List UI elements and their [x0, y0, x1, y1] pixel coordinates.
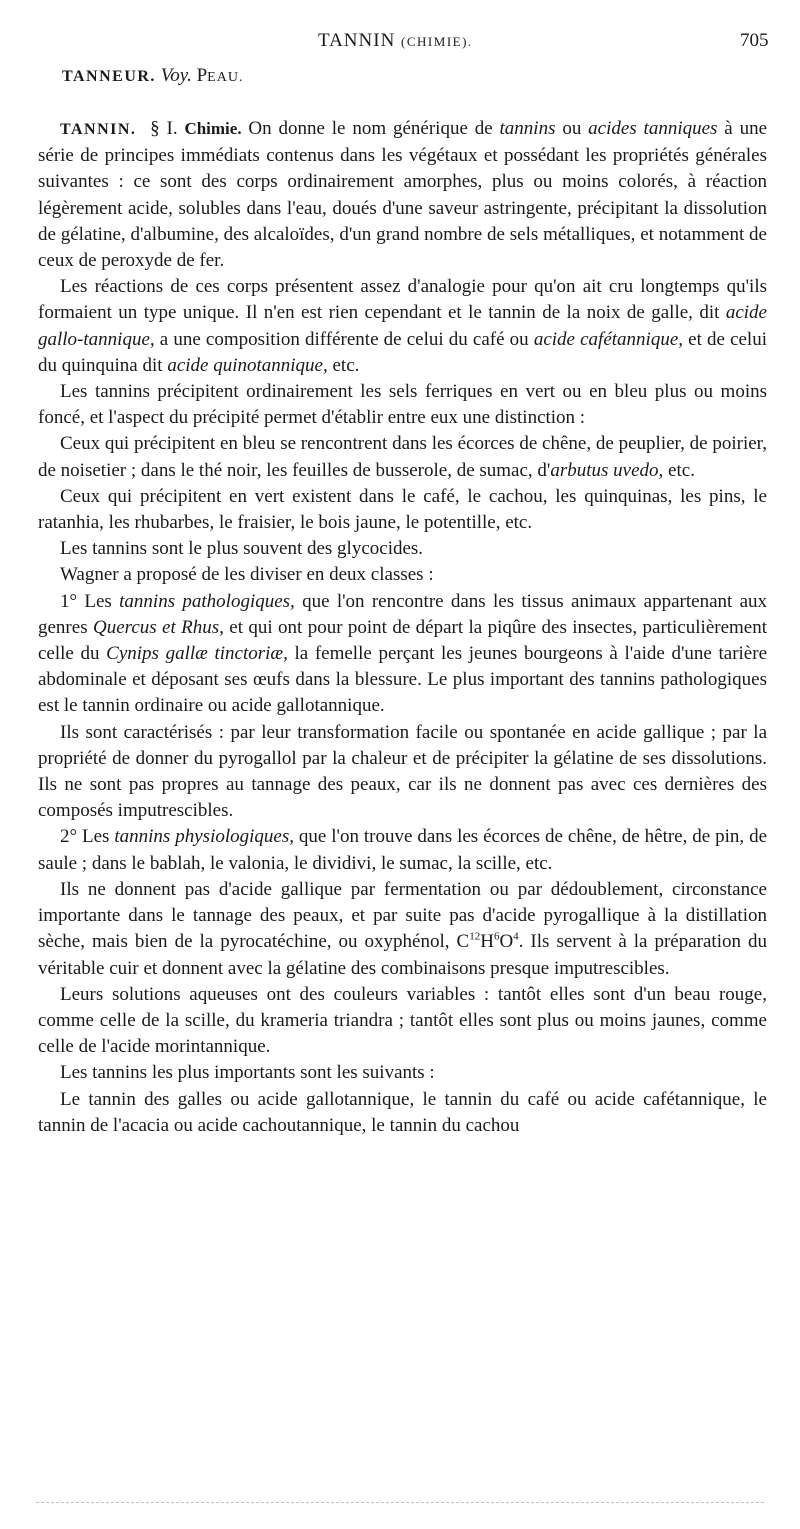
- text-run: etc.: [663, 459, 695, 481]
- text-run: 1° Les: [60, 590, 120, 612]
- text-run: à une série de principes immédiats contenus dans les végétaux et possédant les propriétés générales suivantes : ce sont des corps ordinairement amorphes, plus ou moins colorés, à réaction légèrement acide, solubles dans l'eau, doués d'une saveur astringente, précipitant la dissolution de gélatine, d'albumine, des alcaloïdes, d'un grand nombre de sels métalliques, et notamment de ceux de peroxyde de fer.: [38, 118, 768, 272]
- paragraph-3: Les tannins précipitent ordinairement les sels ferriques en vert ou en bleu plus ou moins foncé, et l'aspect du précipité permet d'établir entre eux une distinction :: [38, 381, 767, 429]
- text-run: Ils ne donnent pas d'acide gallique par fermentation ou par dédoublement, circonstance importante dans le tannage des peaux, et par suite pas d'acide pyrogallique à la distillation sèche, mais bien de la pyrocatéchine, ou oxyphénol, C: [38, 878, 767, 953]
- text-run-italic: acide gallo-tannique,: [38, 302, 767, 350]
- page-number: 705: [740, 30, 769, 51]
- paragraph-13: Les tannins les plus importants sont les suivants :: [60, 1062, 435, 1084]
- text-run: et de celui du quinquina dit: [38, 328, 767, 376]
- text-run: Ceux qui précipitent en bleu se rencontrent dans les écorces de chêne, de peuplier, de poirier, de noisetier ; dans le thé noir, les feuilles de busserole, de sumac, d': [38, 433, 767, 481]
- text-run: . Ils servent à la préparation du véritable cuir et donnent avec la gélatine des combinaisons presque imputrescibles.: [38, 931, 767, 979]
- text-run: 2° Les: [60, 826, 115, 848]
- cross-reference: [62, 65, 243, 87]
- text-run: que l'on rencontre dans les tissus animaux appartenant aux genres: [38, 590, 768, 638]
- paragraph-10: [38, 824, 767, 876]
- text-run-italic: Cynips gallæ tinctoriæ,: [106, 643, 288, 665]
- text-run: etc.: [327, 354, 360, 376]
- text-run: Les réactions de ces corps présentent assez d'analogie pour qu'on ait cru longtemps qu'ils formaient un type unique. Il n'en est rien cependant et le tannin de la noix de galle, dit: [38, 276, 767, 324]
- text-run-italic: acides tanniques: [588, 118, 718, 139]
- text-run-italic: acide quinotannique,: [167, 354, 328, 376]
- text-run: que l'on trouve dans les écorces de chêne, de hêtre, de pin, de saule ; dans le bablah, le valonia, le dividivi, le sumac, la scille, etc.: [38, 826, 767, 874]
- paragraph-9: Ils sont caractérisés : par leur transformation facile ou spontanée en acide gallique ; par la propriété de donner du pyrogallol par la chaleur et de précipiter la gélatine de ses dissolutions. Ils ne sont pas propres au tannage des peaux, car ils ne donnent pas avec ces dernières des composés imputrescibles.: [38, 721, 767, 822]
- paragraph-7: Wagner a proposé de les diviser en deux classes :: [60, 564, 434, 586]
- text-run-italic: tannins physiologiques,: [114, 826, 294, 848]
- text-run: et qui ont pour point de départ la piqûre des insectes, particulièrement celle du: [38, 616, 768, 665]
- text-run-italic: tannins: [499, 118, 556, 139]
- paragraph-8: [38, 589, 767, 720]
- text-run: ou: [555, 118, 589, 139]
- crossref-target-initial: P: [196, 65, 208, 86]
- running-title-main: TANNIN: [318, 30, 396, 51]
- crossref-target: [197, 65, 244, 86]
- running-title-subject: (CHIMIE).: [401, 34, 473, 49]
- crossref-see: Voy.: [160, 65, 192, 86]
- entry-heading: TANNIN.: [60, 121, 137, 138]
- paragraph-1: [38, 116, 767, 274]
- formula-subscript: 4: [513, 930, 519, 943]
- article-body: [38, 116, 767, 1139]
- section-title: Chimie.: [184, 119, 242, 138]
- paragraph-12: Leurs solutions aqueuses ont des couleurs variables : tantôt elles sont d'un beau rouge, comme celle de la scille, du krameria triandra ; tantôt elles sont plus ou moins jaunes, comme celle de l'acide morintannique.: [38, 983, 767, 1058]
- text-run-italic: arbutus uvedo,: [550, 459, 664, 481]
- running-title: [318, 30, 473, 52]
- text-run: H: [480, 931, 494, 953]
- crossref-target-rest: EAU.: [207, 70, 244, 85]
- formula-subscript: 12: [469, 930, 481, 943]
- text-run-italic: acide cafétannique,: [533, 328, 683, 350]
- paragraph-4: [38, 431, 767, 483]
- text-run: O: [499, 931, 514, 953]
- text-run-italic: Quercus et Rhus,: [92, 616, 224, 638]
- footer-dotted-rule: [36, 1502, 764, 1503]
- formula-subscript: 6: [493, 930, 500, 943]
- paragraph-6: Les tannins sont le plus souvent des glycocides.: [60, 538, 424, 560]
- crossref-term: TANNEUR.: [62, 68, 156, 85]
- paragraph-5: Ceux qui précipitent en vert existent dans le café, le cachou, les quinquinas, les pins, le ratanhia, les rhubarbes, le fraisier, le bois jaune, le potentille, etc.: [38, 485, 767, 534]
- paragraph-14: Le tannin des galles ou acide gallotannique, le tannin du café ou acide cafétannique, le tannin de l'acacia ou acide cachoutannique, le tannin du cachou: [38, 1088, 767, 1136]
- section-number: § I.: [150, 118, 178, 139]
- text-run-italic: tannins pathologiques,: [119, 590, 295, 612]
- paragraph-2: [38, 274, 767, 379]
- running-head: [0, 30, 800, 58]
- text-run: On donne le nom générique de: [241, 118, 500, 139]
- paragraph-11: [38, 877, 767, 982]
- text-run: la femelle perçant les jeunes bourgeons à l'aide d'une tarière abdominale et déposant ses œufs dans la blessure. Le plus important des tannins pathologiques est le tannin ordinaire ou acide gallotannique.: [38, 643, 767, 717]
- text-run: a une composition différente de celui du café ou: [154, 328, 534, 350]
